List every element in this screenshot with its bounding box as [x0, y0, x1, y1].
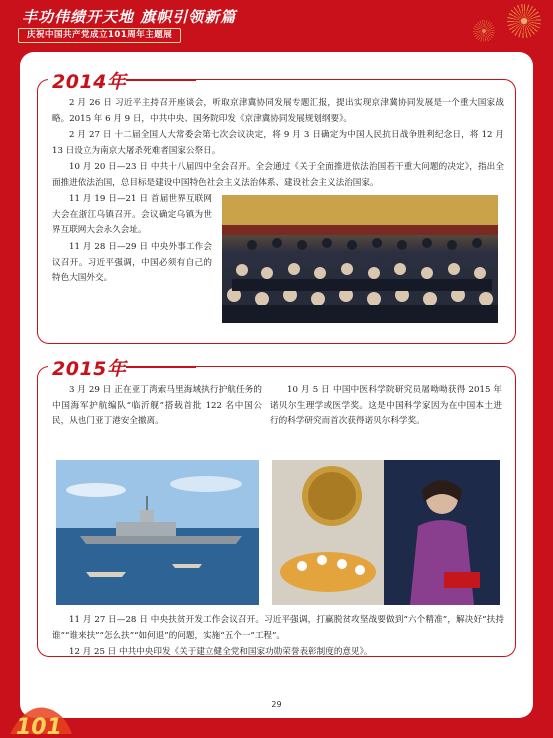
year-heading	[48, 354, 132, 381]
firework-icon	[473, 20, 495, 42]
banner-title: 丰功伟绩开天地 旗帜引领新篇	[22, 8, 237, 26]
event-paragraph: 10 月 5 日 中国中医科学院研究员屠呦呦获得 2015 年诺贝尔生理学或医学奖。这是中国科学家因为在中国本土进行的科学研究而首次获得诺贝尔科学奖。	[270, 385, 502, 427]
year-label: 2014年	[52, 71, 127, 93]
event-paragraph: 3 月 29 日 正在亚丁湾索马里海域执行护航任务的中国海军护航编队“临沂舰”搭载首批 122 名中国公民，从也门亚丁港安全撤离。	[52, 385, 262, 427]
event-paragraph: 11 月 28 日—29 日 中央外事工作会议召开。习近平强调，中国必须有自己的特色大国外交。	[52, 242, 212, 284]
anniversary-101-logo	[6, 694, 76, 738]
meeting-photo	[222, 195, 498, 323]
event-paragraph: 10 月 20 日—23 日 中共十八届四中全会召开。全会通过《关于全面推进依法治国若干重大问题的决定》，指出全面推进依法治国，总目标是建设中国特色社会主义法治体系、建设社会主义法治国家。	[52, 162, 504, 188]
page-number: 29	[271, 700, 282, 709]
section-2015	[37, 358, 516, 657]
section-2014	[37, 71, 516, 344]
event-paragraph: 12 月 25 日 中共中央印发《关于建立健全党和国家功勋荣誉表彰制度的意见》。	[69, 647, 373, 657]
event-paragraph: 11 月 27 日—28 日 中央扶贫开发工作会议召开。习近平强调，打赢脱贫攻坚战要做到“六个精准”，解决好“扶持谁”“谁来扶”“怎么扶”“如何退”的问题，实施“五个一”工程”。	[52, 615, 504, 641]
header-banner	[0, 0, 553, 46]
divider	[126, 366, 196, 368]
event-paragraph: 2 月 27 日 十二届全国人大常委会第七次会议决定，将 9 月 3 日确定为中国人民抗日战争胜利纪念日，将 12 月 13 日设立为南京大屠杀死难者国家公祭日。	[52, 130, 504, 156]
year-heading	[48, 67, 132, 94]
page-sheet	[20, 52, 533, 718]
event-paragraph: 2 月 26 日 习近平主持召开座谈会，听取京津冀协同发展专题汇报，提出实现京津冀协同发展是一个重大国家战略。2015 年 6 月 9 日，中共中央、国务院印发《京津冀协同发展规划纲要》。	[52, 98, 504, 124]
firework-icon	[507, 4, 541, 38]
event-paragraph: 11 月 19 日—21 日 首届世界互联网大会在浙江乌镇召开。会议确定乌镇为世界互联网大会永久会址。	[52, 194, 212, 236]
warship-photo	[56, 460, 259, 605]
banner-subtitle: 庆祝中国共产党成立101周年主题展	[18, 28, 181, 43]
nobel-ceremony-photo	[272, 460, 500, 605]
divider	[126, 79, 196, 81]
year-label: 2015年	[52, 358, 127, 380]
svg-text:101: 101	[16, 715, 62, 738]
